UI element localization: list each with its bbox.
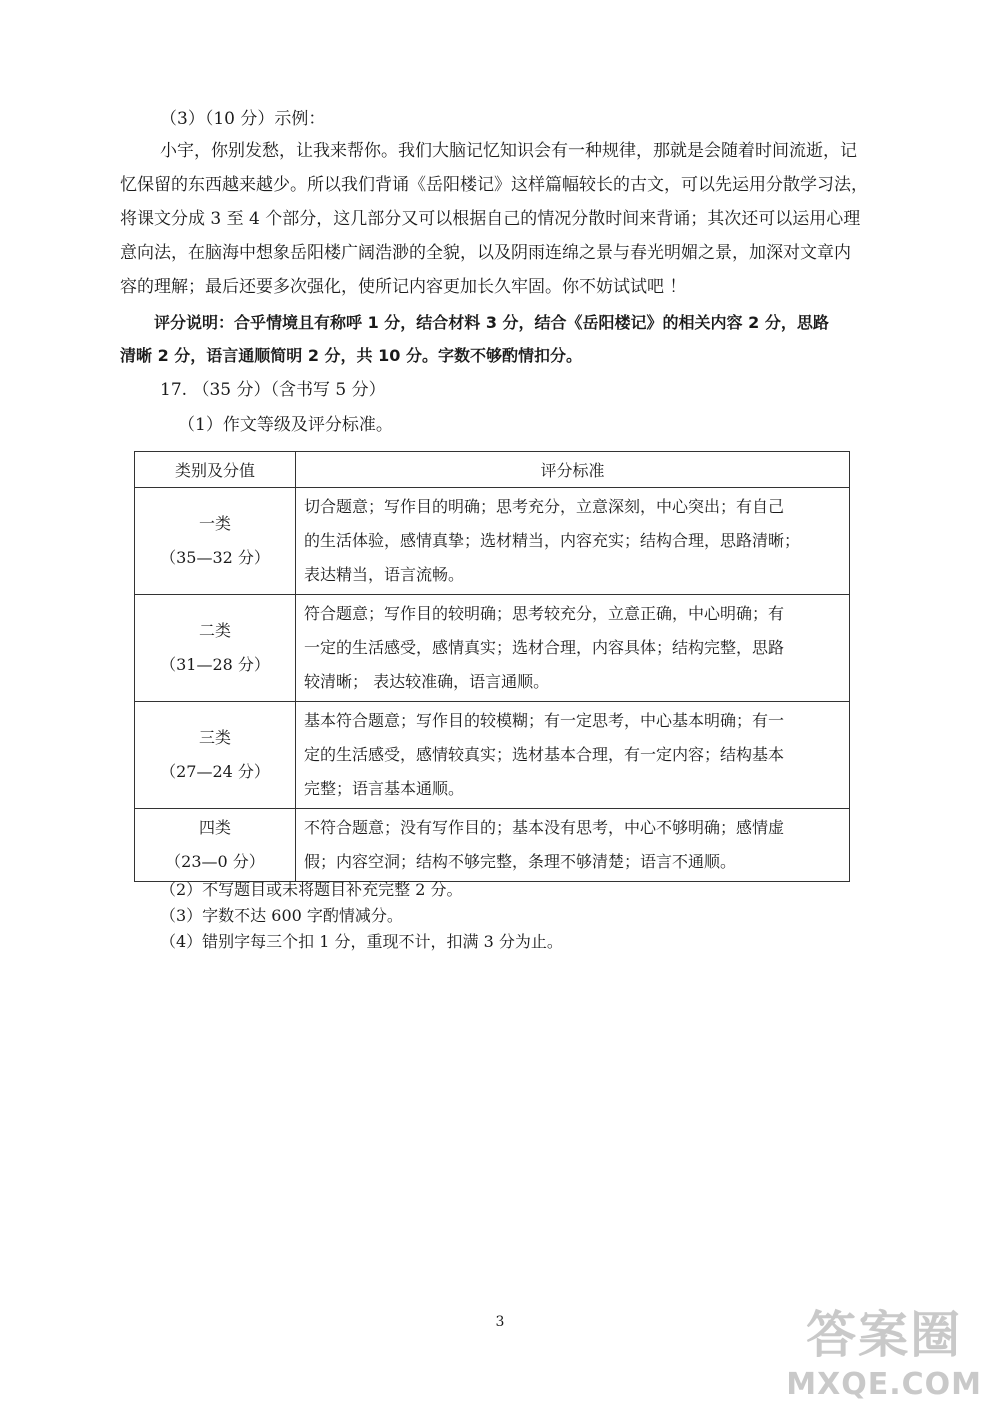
- standard-cell: [296, 702, 850, 809]
- table-row: [135, 809, 850, 882]
- category-name: 三类: [198, 728, 231, 747]
- category-name: 一类: [198, 514, 231, 533]
- standard-cell: [296, 488, 850, 595]
- standard-cell: [296, 595, 850, 702]
- answer-line: 将课文分成 3 至 4 个部分，这几部分又可以根据自己的情况分散时间来背诵；其次还可以运用心理: [120, 209, 861, 229]
- page-number: 3: [495, 1314, 505, 1330]
- category-range: （35—32 分）: [160, 548, 270, 567]
- answer-line: 意向法，在脑海中想象岳阳楼广阔浩渺的全貌，以及阴雨连绵之景与春光明媚之景，加深对文章内: [120, 243, 851, 263]
- table-row: [135, 595, 850, 702]
- table-header-row: [135, 452, 850, 488]
- watermark-text: 答案圈: [806, 1306, 963, 1364]
- standard-line: 切合题意；写作目的明确；思考充分，立意深刻，中心突出；有自己: [304, 497, 785, 516]
- header-standard: 评分标准: [296, 452, 850, 488]
- grading-table: [134, 451, 850, 882]
- standard-line: 基本符合题意；写作目的较模糊；有一定思考，中心基本明确；有一: [304, 711, 785, 730]
- q17-sub1: （1）作文等级及评分标准。: [178, 415, 393, 435]
- header-category: 类别及分值: [135, 452, 296, 488]
- category-cell: [135, 595, 296, 702]
- standard-line: 较清晰； 表达较准确，语言通顺。: [304, 672, 550, 691]
- scoring-line: 评分说明：合乎情境且有称呼 1 分，结合材料 3 分，结合《岳阳楼记》的相关内容 2 分，思路: [154, 313, 829, 332]
- standard-line: 不符合题意；没有写作目的；基本没有思考，中心不够明确；感情虚: [304, 818, 785, 837]
- standard-cell: [296, 809, 850, 882]
- note-line: （4）错别字每三个扣 1 分，重现不计，扣满 3 分为止。: [160, 932, 563, 951]
- standard-line: 完整；语言基本通顺。: [304, 779, 465, 798]
- table-row: [135, 488, 850, 595]
- category-cell: [135, 809, 296, 882]
- section3-heading: （3）（10 分）示例：: [160, 109, 326, 129]
- note-line: （2）不写题目或未将题目补充完整 2 分。: [160, 880, 463, 899]
- category-range: （31—28 分）: [160, 655, 270, 674]
- standard-line: 一定的生活感受，感情真实；选材合理，内容具体；结构完整，思路: [304, 638, 785, 657]
- category-range: （23—0 分）: [165, 852, 265, 871]
- category-cell: [135, 702, 296, 809]
- category-range: （27—24 分）: [160, 762, 270, 781]
- category-name: 四类: [198, 818, 231, 837]
- watermark-url: MXQE.COM: [786, 1367, 982, 1402]
- answer-line: 容的理解；最后还要多次强化，使所记内容更加长久牢固。你不妨试试吧 ！: [120, 277, 687, 297]
- standard-line: 符合题意；写作目的较明确；思考较充分，立意正确，中心明确；有: [304, 604, 785, 623]
- category-cell: [135, 488, 296, 595]
- answer-line: 小宇，你别发愁，让我来帮你。我们大脑记忆知识会有一种规律，那就是会随着时间流逝，记: [160, 141, 857, 161]
- scoring-line: 清晰 2 分，语言通顺简明 2 分，共 10 分。字数不够酌情扣分。: [120, 346, 582, 365]
- standard-line: 定的生活感受，感情较真实；选材基本合理，有一定内容；结构基本: [304, 745, 785, 764]
- q17-heading: 17. （35 分）（含书写 5 分）: [160, 380, 386, 400]
- watermark-logo: [786, 1295, 982, 1402]
- table-row: [135, 702, 850, 809]
- category-name: 二类: [198, 621, 231, 640]
- standard-line: 表达精当，语言流畅。: [304, 565, 465, 584]
- note-line: （3）字数不达 600 字酌情减分。: [160, 906, 403, 925]
- standard-line: 假；内容空洞；结构不够完整，条理不够清楚；语言不通顺。: [304, 852, 737, 871]
- answer-line: 忆保留的东西越来越少。所以我们背诵《岳阳楼记》这样篇幅较长的古文，可以先运用分散学习法，: [120, 175, 868, 195]
- standard-line: 的生活体验，感情真挚；选材精当，内容充实；结构合理，思路清晰；: [304, 531, 801, 550]
